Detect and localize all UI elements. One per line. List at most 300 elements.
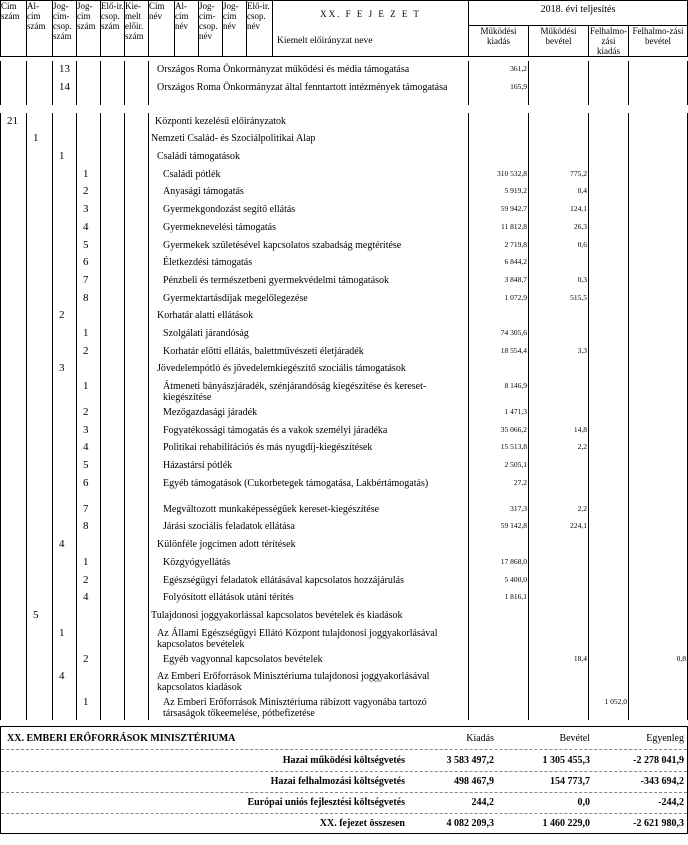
empty-cell — [100, 422, 124, 440]
row-value — [628, 404, 688, 422]
row-name: Mezőgazdasági járadék — [148, 404, 468, 422]
table-row — [0, 307, 688, 325]
empty-cell — [100, 183, 124, 201]
table-row — [0, 360, 688, 378]
empty-cell — [0, 668, 26, 694]
row-code: 1 — [26, 130, 52, 148]
row-value: 0,3 — [528, 272, 588, 290]
row-value: 1 471,3 — [468, 404, 528, 422]
row-code: 3 — [52, 360, 76, 378]
empty-cell — [0, 572, 26, 590]
empty-cell — [52, 404, 76, 422]
empty-cell — [76, 536, 100, 554]
empty-cell — [124, 113, 148, 131]
table-row — [0, 201, 688, 219]
summary-bevetel: 1 305 455,3 — [542, 755, 590, 767]
row-value: 515,5 — [528, 290, 588, 308]
row-value — [628, 343, 688, 361]
row-value — [628, 237, 688, 255]
empty-cell — [0, 501, 26, 519]
row-value: 74 305,6 — [468, 325, 528, 343]
row-value — [588, 272, 628, 290]
empty-cell — [124, 572, 148, 590]
row-value — [628, 457, 688, 475]
empty-cell — [124, 272, 148, 290]
row-value — [468, 607, 528, 625]
row-value: 2,2 — [528, 501, 588, 519]
empty-cell — [52, 325, 76, 343]
row-name: Pénzbeli és természetbeni gyermekvédelmi támogatások — [148, 272, 468, 290]
empty-cell — [100, 404, 124, 422]
empty-cell — [0, 254, 26, 272]
row-code: 1 — [76, 166, 100, 184]
empty-cell — [52, 694, 76, 720]
row-code: 4 — [52, 668, 76, 694]
empty-cell — [52, 422, 76, 440]
row-value — [628, 668, 688, 694]
empty-cell — [100, 272, 124, 290]
header-col: Al-cím név — [174, 0, 198, 57]
value-col-header: Felhalmo-zási kiadás — [590, 26, 627, 56]
empty-cell — [76, 61, 100, 79]
table-row — [0, 554, 688, 572]
empty-cell — [0, 148, 26, 166]
header-col: Al-cím szám — [26, 0, 52, 57]
empty-cell — [124, 607, 148, 625]
row-value — [468, 651, 528, 669]
row-value — [588, 572, 628, 590]
row-value: 18 554,4 — [468, 343, 528, 361]
empty-cell — [0, 554, 26, 572]
empty-cell — [26, 113, 52, 131]
row-value — [628, 422, 688, 440]
row-value — [528, 360, 588, 378]
row-code: 1 — [76, 694, 100, 720]
table-row — [0, 422, 688, 440]
empty-cell — [76, 113, 100, 131]
row-value: 775,2 — [528, 166, 588, 184]
row-code: 2 — [76, 572, 100, 590]
empty-cell — [26, 237, 52, 255]
summary-row — [1, 791, 687, 814]
empty-cell — [124, 625, 148, 651]
empty-cell — [124, 360, 148, 378]
empty-cell — [124, 404, 148, 422]
empty-cell — [52, 651, 76, 669]
row-value — [588, 360, 628, 378]
empty-cell — [0, 79, 26, 105]
row-value — [628, 148, 688, 166]
empty-cell — [100, 343, 124, 361]
empty-cell — [52, 518, 76, 536]
row-name: Szolgálati járandóság — [148, 325, 468, 343]
row-value — [628, 554, 688, 572]
header-col: Elő-ir. csop. szám — [100, 0, 124, 57]
empty-cell — [52, 166, 76, 184]
row-code: 5 — [76, 237, 100, 255]
row-name: Az Emberi Erőforrások Minisztériuma rábízott vagyonába tartozó társaságok tőkeemelése, pótbefizetése — [148, 694, 468, 720]
row-value — [528, 572, 588, 590]
summary-egyenleg: -2 621 980,3 — [633, 818, 684, 830]
empty-cell — [124, 307, 148, 325]
year-title: 2018. évi teljesítés — [468, 0, 688, 26]
chapter-title: XX. F E J E Z E T — [272, 0, 468, 26]
empty-cell — [26, 272, 52, 290]
empty-cell — [0, 378, 26, 404]
empty-cell — [52, 589, 76, 607]
summary-kiadas: 498 467,9 — [454, 776, 494, 788]
empty-cell — [100, 651, 124, 669]
empty-cell — [26, 554, 52, 572]
row-value — [628, 219, 688, 237]
row-code: 3 — [76, 201, 100, 219]
row-code: 2 — [76, 183, 100, 201]
row-value — [628, 536, 688, 554]
summary-kiadas: 3 583 497,2 — [446, 755, 494, 767]
table-row — [0, 457, 688, 475]
row-name: Tulajdonosi joggyakorlással kapcsolatos bevételek és kiadások — [148, 607, 468, 625]
empty-cell — [52, 219, 76, 237]
empty-cell — [124, 343, 148, 361]
row-value: 310 532,8 — [468, 166, 528, 184]
row-value — [628, 439, 688, 457]
empty-cell — [100, 201, 124, 219]
empty-cell — [26, 219, 52, 237]
row-value: 0,6 — [528, 237, 588, 255]
summary-col-header: Bevétel — [559, 733, 590, 745]
row-value — [468, 113, 528, 131]
row-value — [528, 554, 588, 572]
empty-cell — [26, 61, 52, 79]
header-col: Cím szám — [0, 0, 26, 57]
row-value — [628, 572, 688, 590]
empty-cell — [124, 378, 148, 404]
empty-cell — [100, 237, 124, 255]
empty-cell — [26, 307, 52, 325]
row-value — [628, 475, 688, 501]
row-value — [628, 518, 688, 536]
row-code: 5 — [26, 607, 52, 625]
summary-egyenleg: -343 694,2 — [640, 776, 684, 788]
row-name: Korhatár alatti ellátások — [148, 307, 468, 325]
empty-cell — [0, 589, 26, 607]
row-code: 4 — [76, 589, 100, 607]
empty-cell — [52, 201, 76, 219]
row-value — [588, 113, 628, 131]
row-name: Országos Roma Önkormányzat által fenntartott intézmények támogatása — [148, 79, 468, 105]
row-code: 6 — [76, 475, 100, 501]
table-row — [0, 79, 688, 105]
empty-cell — [0, 360, 26, 378]
empty-cell — [124, 475, 148, 501]
table-row — [0, 61, 688, 79]
empty-cell — [0, 130, 26, 148]
row-name: Az Állami Egészségügyi Ellátó Központ tulajdonosi joggyakorlásával kapcsolatos bevételek — [148, 625, 468, 651]
empty-cell — [100, 589, 124, 607]
summary-bevetel: 154 773,7 — [550, 776, 590, 788]
empty-cell — [0, 219, 26, 237]
summary-kiadas: 4 082 209,3 — [446, 818, 494, 830]
empty-cell — [100, 518, 124, 536]
empty-cell — [26, 290, 52, 308]
summary-egyenleg: -244,2 — [658, 797, 684, 809]
row-value — [628, 61, 688, 79]
empty-cell — [0, 439, 26, 457]
empty-cell — [26, 439, 52, 457]
empty-cell — [100, 307, 124, 325]
table-row — [0, 325, 688, 343]
summary-egyenleg: -2 278 041,9 — [633, 755, 684, 767]
row-value — [628, 183, 688, 201]
value-col-header: Működési kiadás — [468, 26, 528, 57]
row-name: Anyasági támogatás — [148, 183, 468, 201]
row-value — [628, 113, 688, 131]
row-value — [588, 422, 628, 440]
empty-cell — [26, 536, 52, 554]
row-value: 0,4 — [528, 183, 588, 201]
row-value — [628, 166, 688, 184]
empty-cell — [0, 651, 26, 669]
empty-cell — [76, 360, 100, 378]
row-value: 165,9 — [468, 79, 528, 105]
row-code: 7 — [76, 501, 100, 519]
table-row — [0, 166, 688, 184]
row-name: Közgyógyellátás — [148, 554, 468, 572]
empty-cell — [100, 572, 124, 590]
empty-cell — [52, 130, 76, 148]
row-code: 1 — [52, 625, 76, 651]
row-value — [588, 404, 628, 422]
row-value: 1 052,0 — [588, 694, 628, 720]
row-code: 1 — [76, 325, 100, 343]
empty-cell — [26, 378, 52, 404]
row-name: Gyermekek születésével kapcsolatos szabadság megtérítése — [148, 237, 468, 255]
empty-cell — [124, 501, 148, 519]
row-value: 3,3 — [528, 343, 588, 361]
empty-cell — [26, 201, 52, 219]
row-value — [588, 130, 628, 148]
empty-cell — [0, 536, 26, 554]
row-value: 124,1 — [528, 201, 588, 219]
table-row — [0, 378, 688, 404]
row-name: Családi támogatások — [148, 148, 468, 166]
row-value — [628, 607, 688, 625]
row-value — [588, 61, 628, 79]
header-col: Jog-cím szám — [76, 0, 100, 57]
empty-cell — [100, 61, 124, 79]
row-value — [528, 625, 588, 651]
row-value: 0,8 — [628, 651, 688, 669]
table-row — [0, 668, 688, 694]
row-name: Megváltozott munkaképességűek kereset-kiegészítése — [148, 501, 468, 519]
row-name: Egészségügyi feladatok ellátásával kapcsolatos hozzájárulás — [148, 572, 468, 590]
empty-cell — [124, 61, 148, 79]
row-value — [468, 668, 528, 694]
table-row — [0, 607, 688, 625]
row-value — [588, 290, 628, 308]
row-name: Gyermekgondozást segítő ellátás — [148, 201, 468, 219]
empty-cell — [52, 343, 76, 361]
row-name: Családi pótlék — [148, 166, 468, 184]
empty-cell — [0, 201, 26, 219]
empty-cell — [26, 668, 52, 694]
row-value: 2,2 — [528, 439, 588, 457]
empty-cell — [0, 307, 26, 325]
row-value — [588, 166, 628, 184]
empty-cell — [100, 439, 124, 457]
row-value — [628, 307, 688, 325]
row-value: 59 142,8 — [468, 518, 528, 536]
empty-cell — [100, 457, 124, 475]
empty-cell — [124, 130, 148, 148]
row-value: 1 072,9 — [468, 290, 528, 308]
row-name: Gyermeknevelési támogatás — [148, 219, 468, 237]
row-value — [628, 79, 688, 105]
value-col-header: Felhalmo-zási bevétel — [628, 26, 688, 57]
empty-cell — [26, 457, 52, 475]
row-value — [468, 536, 528, 554]
row-code: 1 — [76, 554, 100, 572]
summary-box — [0, 726, 688, 834]
row-code: 2 — [76, 404, 100, 422]
row-value — [528, 79, 588, 105]
empty-cell — [26, 694, 52, 720]
row-name: Egyéb támogatások (Cukorbetegek támogatása, Lakbértámogatás) — [148, 475, 468, 501]
row-name: Életkezdési támogatás — [148, 254, 468, 272]
empty-cell — [0, 457, 26, 475]
row-value — [528, 61, 588, 79]
empty-cell — [26, 166, 52, 184]
row-value: 2 505,1 — [468, 457, 528, 475]
row-value — [628, 625, 688, 651]
empty-cell — [100, 360, 124, 378]
empty-cell — [26, 360, 52, 378]
row-value: 2 719,8 — [468, 237, 528, 255]
row-value: 5 919,2 — [468, 183, 528, 201]
empty-cell — [76, 79, 100, 105]
table-row — [0, 113, 688, 131]
row-value: 317,3 — [468, 501, 528, 519]
empty-cell — [124, 219, 148, 237]
summary-col-header: Egyenleg — [646, 733, 684, 745]
row-code: 2 — [76, 343, 100, 361]
empty-cell — [100, 378, 124, 404]
empty-cell — [0, 237, 26, 255]
empty-cell — [52, 113, 76, 131]
empty-cell — [124, 694, 148, 720]
row-value — [588, 536, 628, 554]
table-row — [0, 651, 688, 669]
row-value — [528, 536, 588, 554]
empty-cell — [52, 554, 76, 572]
summary-label: Európai uniós fejlesztési költségvetés — [247, 797, 405, 809]
empty-cell — [0, 625, 26, 651]
row-value — [588, 625, 628, 651]
empty-cell — [100, 79, 124, 105]
row-name: Házastársi pótlék — [148, 457, 468, 475]
row-value — [588, 457, 628, 475]
row-value — [528, 589, 588, 607]
table-row — [0, 475, 688, 501]
empty-cell — [100, 219, 124, 237]
row-value — [528, 325, 588, 343]
row-name: Gyermektartásdíjak megelőlegezése — [148, 290, 468, 308]
row-value — [468, 130, 528, 148]
name-col-header: Kiemelt előirányzat neve — [272, 26, 468, 57]
empty-cell — [124, 439, 148, 457]
row-name: Országos Roma Önkormányzat működési és média támogatása — [148, 61, 468, 79]
row-value: 1 816,1 — [468, 589, 528, 607]
empty-cell — [100, 113, 124, 131]
row-code: 4 — [52, 536, 76, 554]
empty-cell — [124, 457, 148, 475]
empty-cell — [76, 625, 100, 651]
empty-cell — [100, 290, 124, 308]
header-col: Cím név — [148, 0, 174, 57]
empty-cell — [26, 475, 52, 501]
empty-cell — [52, 237, 76, 255]
row-value — [588, 201, 628, 219]
row-code: 13 — [52, 61, 76, 79]
header-col: Jog-cím-csop. név — [198, 0, 222, 57]
row-name: Folyósított ellátások utáni térítés — [148, 589, 468, 607]
row-value — [628, 325, 688, 343]
row-value — [468, 694, 528, 720]
empty-cell — [76, 607, 100, 625]
empty-cell — [26, 148, 52, 166]
row-value: 18,4 — [528, 651, 588, 669]
row-value: 35 066,2 — [468, 422, 528, 440]
empty-cell — [0, 183, 26, 201]
empty-cell — [76, 668, 100, 694]
row-value — [588, 343, 628, 361]
table-row — [0, 694, 688, 720]
empty-cell — [100, 325, 124, 343]
row-name: Fogyatékossági támogatás és a vakok személyi járadéka — [148, 422, 468, 440]
row-code: 6 — [76, 254, 100, 272]
row-value: 59 942,7 — [468, 201, 528, 219]
empty-cell — [124, 166, 148, 184]
row-value — [528, 307, 588, 325]
row-value — [528, 113, 588, 131]
empty-cell — [100, 694, 124, 720]
row-value — [588, 79, 628, 105]
row-code: 2 — [76, 651, 100, 669]
table-row — [0, 219, 688, 237]
empty-cell — [124, 254, 148, 272]
empty-cell — [52, 457, 76, 475]
empty-cell — [124, 554, 148, 572]
row-value — [468, 625, 528, 651]
table-row — [0, 130, 688, 148]
row-code: 21 — [0, 113, 26, 131]
row-code: 3 — [76, 422, 100, 440]
row-name: Járási szociális feladatok ellátása — [148, 518, 468, 536]
empty-cell — [26, 572, 52, 590]
row-value — [628, 501, 688, 519]
row-value: 26,3 — [528, 219, 588, 237]
row-code: 1 — [76, 378, 100, 404]
header-row-1 — [0, 0, 688, 26]
row-value — [528, 130, 588, 148]
row-value — [468, 307, 528, 325]
empty-cell — [76, 307, 100, 325]
empty-cell — [26, 183, 52, 201]
row-value: 5 400,0 — [468, 572, 528, 590]
empty-cell — [0, 404, 26, 422]
summary-col-header: Kiadás — [466, 733, 494, 745]
summary-label: XX. fejezet összesen — [319, 818, 405, 830]
